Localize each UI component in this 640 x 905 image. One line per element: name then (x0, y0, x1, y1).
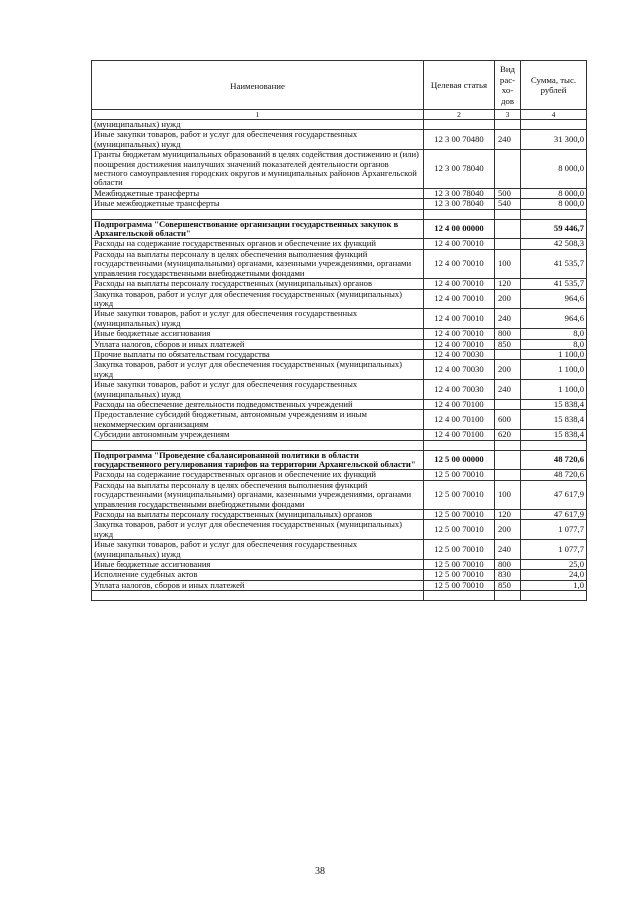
spacer-row (92, 591, 587, 601)
empty-cell (92, 591, 424, 601)
row-target-code: 12 4 00 70010 (424, 309, 495, 329)
row-name: Иные закупки товаров, работ и услуг для обеспечения государственных (муниципальных) нужд (92, 130, 424, 150)
row-target-code: 12 4 00 70030 (424, 360, 495, 380)
row-target-code: 12 5 00 70010 (424, 480, 495, 509)
table-row (92, 510, 587, 520)
row-sum: 15 838,4 (521, 430, 587, 440)
row-sum: 47 617,9 (521, 480, 587, 509)
empty-cell (92, 440, 424, 450)
column-number: 3 (495, 110, 521, 120)
row-target-code: 12 3 00 70480 (424, 130, 495, 150)
row-target-code: 12 4 00 00000 (424, 219, 495, 239)
empty-cell (424, 209, 495, 219)
page-number: 38 (315, 866, 325, 877)
row-sum: 1 100,0 (521, 380, 587, 400)
row-name: Прочие выплаты по обязательствам государства (92, 349, 424, 359)
row-name: Расходы на выплаты персоналу в целях обеспечения выполнения функций государственными (муниципальными) органами, казенными учреждениями, органами управления государственными внебюджетными фондами (92, 249, 424, 278)
row-expense-kind: 120 (495, 279, 521, 289)
row-sum: 1,0 (521, 580, 587, 590)
table-row (92, 430, 587, 440)
empty-cell (521, 440, 587, 450)
table-row (92, 130, 587, 150)
row-expense-kind: 800 (495, 329, 521, 339)
header-sum: Сумма, тыс. рублей (521, 61, 587, 110)
row-sum: 15 838,4 (521, 399, 587, 409)
row-expense-kind (495, 349, 521, 359)
row-name: Иные закупки товаров, работ и услуг для обеспечения государственных (муниципальных) нужд (92, 380, 424, 400)
row-name: Исполнение судебных актов (92, 570, 424, 580)
row-target-code: 12 4 00 70010 (424, 279, 495, 289)
row-expense-kind: 200 (495, 289, 521, 309)
row-name: Иные закупки товаров, работ и услуг для обеспечения государственных (муниципальных) нужд (92, 309, 424, 329)
row-name: Гранты бюджетам муниципальных образований в целях содействия достижению и (или) поощрения достижения наилучших значений показателей деятельности органов местного самоуправления городских округов и муниципальных районов Архангельской области (92, 150, 424, 189)
row-sum (521, 120, 587, 130)
row-name: Иные закупки товаров, работ и услуг для обеспечения государственных (муниципальных) нужд (92, 540, 424, 560)
table-row (92, 349, 587, 359)
row-sum: 59 446,7 (521, 219, 587, 239)
row-sum: 47 617,9 (521, 510, 587, 520)
table-header-row (92, 61, 587, 110)
row-expense-kind: 600 (495, 410, 521, 430)
row-sum: 964,6 (521, 309, 587, 329)
row-sum: 48 720,6 (521, 470, 587, 480)
header-kind: Вид рас-хо-дов (495, 61, 521, 110)
row-sum: 1 077,7 (521, 540, 587, 560)
empty-cell (495, 209, 521, 219)
row-name: Расходы на обеспечение деятельности подведомственных учреждений (92, 399, 424, 409)
table-row (92, 480, 587, 509)
empty-cell (495, 440, 521, 450)
row-name: Субсидии автономным учреждениям (92, 430, 424, 440)
table-row (92, 329, 587, 339)
row-expense-kind: 100 (495, 249, 521, 278)
row-expense-kind: 850 (495, 580, 521, 590)
subprogram-row (92, 450, 587, 470)
row-target-code: 12 5 00 70010 (424, 570, 495, 580)
row-target-code (424, 120, 495, 130)
table-row (92, 339, 587, 349)
row-expense-kind (495, 239, 521, 249)
row-name: Подпрограмма "Совершенствование организации государственных закупок в Архангельской области" (92, 219, 424, 239)
subprogram-row (92, 219, 587, 239)
row-sum: 8 000,0 (521, 188, 587, 198)
table-row (92, 570, 587, 580)
row-name: Закупка товаров, работ и услуг для обеспечения государственных (муниципальных) нужд (92, 289, 424, 309)
row-sum: 41 535,7 (521, 249, 587, 278)
table-row (92, 120, 587, 130)
table-row (92, 580, 587, 590)
row-sum: 48 720,6 (521, 450, 587, 470)
table-row (92, 249, 587, 278)
table-row (92, 279, 587, 289)
row-sum: 8,0 (521, 329, 587, 339)
row-expense-kind: 240 (495, 309, 521, 329)
row-target-code: 12 5 00 70010 (424, 540, 495, 560)
table-row (92, 188, 587, 198)
empty-cell (424, 591, 495, 601)
table-row (92, 520, 587, 540)
table-body (92, 61, 587, 601)
spacer-row (92, 440, 587, 450)
row-expense-kind: 240 (495, 130, 521, 150)
table-row (92, 150, 587, 189)
row-expense-kind: 830 (495, 570, 521, 580)
row-target-code: 12 5 00 70010 (424, 580, 495, 590)
row-name: Расходы на выплаты персоналу государственных (муниципальных) органов (92, 510, 424, 520)
table-row (92, 560, 587, 570)
row-name: Иные бюджетные ассигнования (92, 560, 424, 570)
row-name: Расходы на выплаты персоналу государственных (муниципальных) органов (92, 279, 424, 289)
row-target-code: 12 4 00 70010 (424, 249, 495, 278)
row-target-code: 12 4 00 70100 (424, 410, 495, 430)
row-expense-kind: 620 (495, 430, 521, 440)
row-name: Закупка товаров, работ и услуг для обеспечения государственных (муниципальных) нужд (92, 520, 424, 540)
table-row (92, 309, 587, 329)
row-sum: 964,6 (521, 289, 587, 309)
row-target-code: 12 5 00 70010 (424, 560, 495, 570)
row-name: (муниципальных) нужд (92, 120, 424, 130)
row-name: Расходы на содержание государственных органов и обеспечение их функций (92, 239, 424, 249)
empty-cell (495, 591, 521, 601)
row-expense-kind: 850 (495, 339, 521, 349)
header-target: Целевая статья (424, 61, 495, 110)
row-expense-kind: 100 (495, 480, 521, 509)
table-row (92, 380, 587, 400)
column-number-row (92, 110, 587, 120)
row-expense-kind: 240 (495, 540, 521, 560)
table-row (92, 360, 587, 380)
row-sum: 1 100,0 (521, 360, 587, 380)
row-target-code: 12 4 00 70100 (424, 430, 495, 440)
row-sum: 8 000,0 (521, 150, 587, 189)
column-number: 1 (92, 110, 424, 120)
row-name: Межбюджетные трансферты (92, 188, 424, 198)
row-target-code: 12 4 00 70030 (424, 380, 495, 400)
row-expense-kind (495, 219, 521, 239)
row-expense-kind (495, 470, 521, 480)
row-expense-kind: 540 (495, 199, 521, 209)
row-target-code: 12 4 00 70010 (424, 289, 495, 309)
row-expense-kind: 500 (495, 188, 521, 198)
row-expense-kind: 200 (495, 520, 521, 540)
row-name: Предоставление субсидий бюджетным, автономным учреждениям и иным некоммерческим организациям (92, 410, 424, 430)
row-target-code: 12 4 00 70010 (424, 329, 495, 339)
row-expense-kind (495, 150, 521, 189)
row-name: Иные бюджетные ассигнования (92, 329, 424, 339)
row-target-code: 12 5 00 70010 (424, 520, 495, 540)
row-name: Иные межбюджетные трансферты (92, 199, 424, 209)
row-name: Уплата налогов, сборов и иных платежей (92, 339, 424, 349)
row-sum: 41 535,7 (521, 279, 587, 289)
row-expense-kind: 200 (495, 360, 521, 380)
column-number: 4 (521, 110, 587, 120)
row-target-code: 12 4 00 70030 (424, 349, 495, 359)
table-row (92, 399, 587, 409)
table-row (92, 540, 587, 560)
table-row (92, 239, 587, 249)
row-target-code: 12 4 00 70010 (424, 239, 495, 249)
row-target-code: 12 5 00 70010 (424, 510, 495, 520)
table-row (92, 470, 587, 480)
table-row (92, 410, 587, 430)
row-target-code: 12 3 00 78040 (424, 150, 495, 189)
row-sum: 25,0 (521, 560, 587, 570)
row-name: Расходы на выплаты персоналу в целях обеспечения выполнения функций государственными (муниципальными) органами, казенными учреждениями, органами управления государственными внебюджетными фондами (92, 480, 424, 509)
row-sum: 8 000,0 (521, 199, 587, 209)
row-target-code: 12 4 00 70100 (424, 399, 495, 409)
row-sum: 31 300,0 (521, 130, 587, 150)
row-target-code: 12 5 00 70010 (424, 470, 495, 480)
row-target-code: 12 5 00 00000 (424, 450, 495, 470)
row-name: Расходы на содержание государственных органов и обеспечение их функций (92, 470, 424, 480)
table-row (92, 289, 587, 309)
row-expense-kind (495, 399, 521, 409)
row-expense-kind (495, 120, 521, 130)
row-sum: 42 508,3 (521, 239, 587, 249)
budget-table (91, 60, 587, 601)
row-sum: 8,0 (521, 339, 587, 349)
empty-cell (521, 591, 587, 601)
empty-cell (521, 209, 587, 219)
row-name: Подпрограмма "Проведение сбалансированной политики в области государственного регулирования тарифов на территории Архангельской области" (92, 450, 424, 470)
row-name: Уплата налогов, сборов и иных платежей (92, 580, 424, 590)
row-target-code: 12 4 00 70010 (424, 339, 495, 349)
empty-cell (92, 209, 424, 219)
row-target-code: 12 3 00 78040 (424, 199, 495, 209)
empty-cell (424, 440, 495, 450)
row-expense-kind: 800 (495, 560, 521, 570)
row-sum: 1 100,0 (521, 349, 587, 359)
row-target-code: 12 3 00 78040 (424, 188, 495, 198)
row-sum: 1 077,7 (521, 520, 587, 540)
table-row (92, 199, 587, 209)
row-sum: 15 838,4 (521, 410, 587, 430)
column-number: 2 (424, 110, 495, 120)
spacer-row (92, 209, 587, 219)
header-name: Наименование (92, 61, 424, 110)
row-expense-kind: 240 (495, 380, 521, 400)
row-expense-kind (495, 450, 521, 470)
row-name: Закупка товаров, работ и услуг для обеспечения государственных (муниципальных) нужд (92, 360, 424, 380)
row-expense-kind: 120 (495, 510, 521, 520)
row-sum: 24,0 (521, 570, 587, 580)
